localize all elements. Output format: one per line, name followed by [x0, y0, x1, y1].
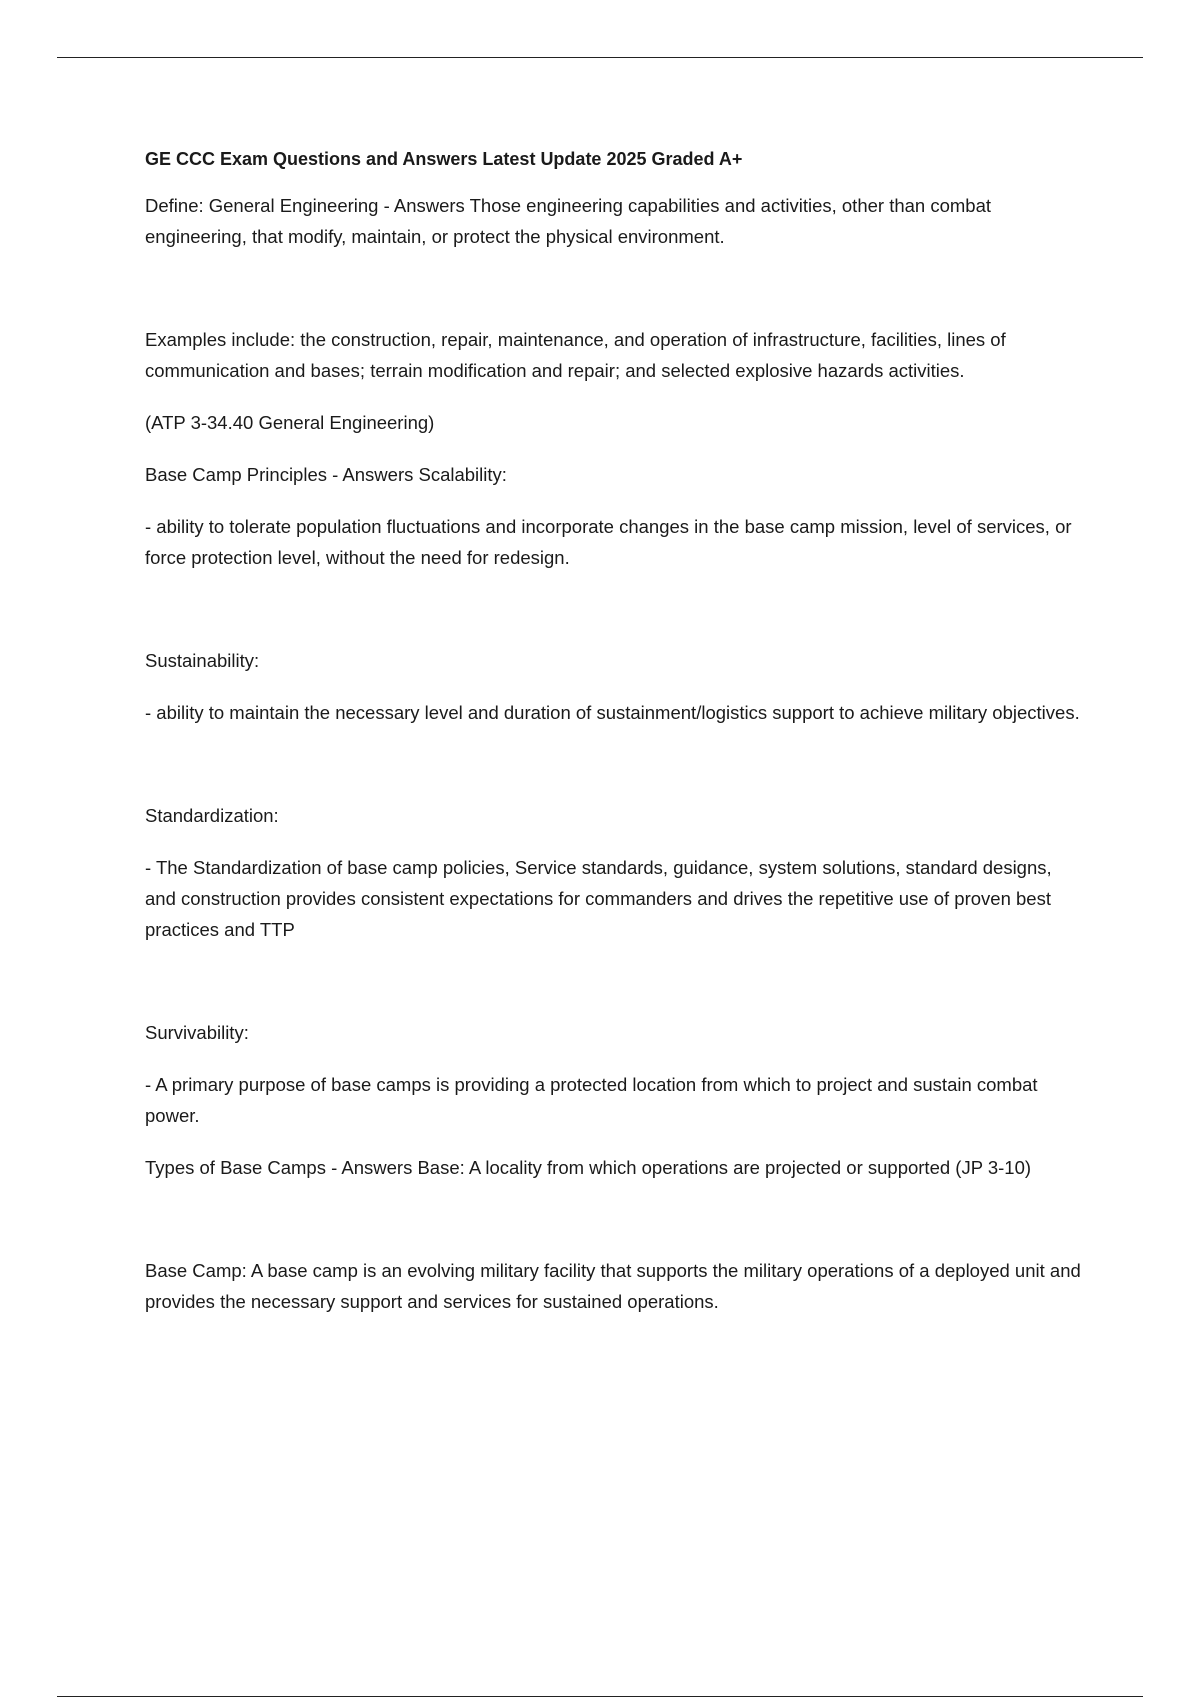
document-body	[145, 144, 1085, 1338]
paragraph-define-general-engineering: Define: General Engineering - Answers Those engineering capabilities and activities, other than combat engineering, that modify, maintain, or protect the physical environment.	[145, 195, 992, 247]
paragraph-standardization-detail: - The Standardization of base camp policies, Service standards, guidance, system solutions, standard designs, and construction provides consistent expectations for commanders and drives the repetitive use of proven best practices and TTP	[145, 857, 1052, 940]
top-rule	[57, 57, 1143, 58]
paragraph-standardization-heading: Standardization:	[145, 805, 279, 826]
paragraph-base-camp-principles: Base Camp Principles - Answers Scalability:	[145, 464, 507, 485]
paragraph-base-camp-definition: Base Camp: A base camp is an evolving military facility that supports the military operations of a deployed unit and provides the necessary support and services for sustained operations.	[145, 1260, 1081, 1312]
paragraph-types-of-base-camps: Types of Base Camps - Answers Base: A locality from which operations are projected or supported (JP 3-10)	[145, 1157, 1032, 1178]
paragraph-survivability-heading: Survivability:	[145, 1022, 249, 1043]
bottom-rule	[57, 1696, 1143, 1697]
paragraph-examples: Examples include: the construction, repair, maintenance, and operation of infrastructure, facilities, lines of communication and bases; terrain modification and repair; and selected explosive hazards activities.	[145, 329, 1006, 381]
paragraph-atp-reference: (ATP 3-34.40 General Engineering)	[145, 412, 435, 433]
paragraph-scalability-detail: - ability to tolerate population fluctuations and incorporate changes in the base camp mission, level of services, or force protection level, without the need for redesign.	[145, 516, 1072, 568]
paragraph-sustainability-heading: Sustainability:	[145, 650, 260, 671]
paragraph-sustainability-detail: - ability to maintain the necessary level and duration of sustainment/logistics support to achieve military objectives.	[145, 702, 1080, 723]
document-title: GE CCC Exam Questions and Answers Latest Update 2025 Graded A+	[145, 149, 743, 169]
paragraph-survivability-detail: - A primary purpose of base camps is providing a protected location from which to project and sustain combat power.	[145, 1074, 1038, 1126]
